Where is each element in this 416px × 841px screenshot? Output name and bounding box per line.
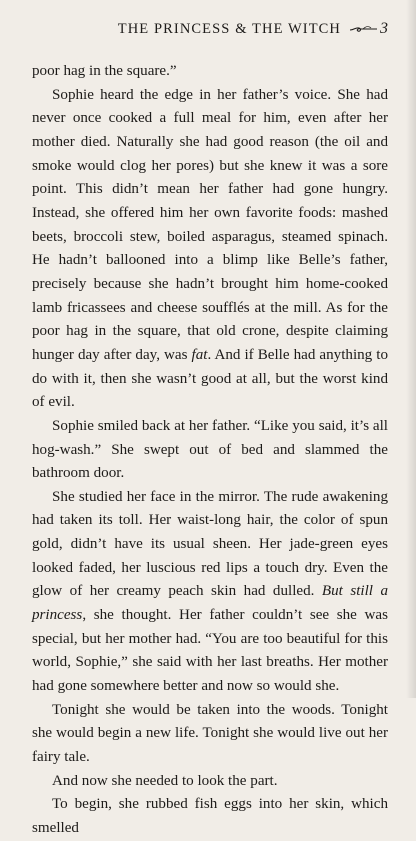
text-run: She studied her face in the mirror. The rude awakening had taken its toll. Her waist-long hair, the color of spun gold, didn’t have its usual sheen. Her jade-green eyes looked faded, her luscious red lips a touch dry. Even the glow of her creamy peach skin had dulled. bbox=[32, 488, 388, 600]
paragraph bbox=[32, 793, 388, 840]
paragraph bbox=[32, 486, 388, 699]
page-number: 3 bbox=[380, 20, 388, 37]
text-run: And now she needed to look the part. bbox=[52, 772, 278, 789]
paragraph bbox=[32, 415, 388, 486]
running-header bbox=[92, 19, 388, 39]
page-edge-shadow bbox=[406, 0, 416, 698]
paragraph bbox=[32, 770, 388, 794]
text-run: poor hag in the square.” bbox=[32, 63, 177, 79]
italic-text: fat bbox=[191, 346, 208, 363]
text-run: , she thought. Her father couldn’t see she was special, but her mother had. “You are too beautiful for this world, Sophie,” she said with her last breaths. Her mother had gone somewhere better and now so would she. bbox=[32, 607, 388, 695]
text-run: Sophie heard the edge in her father’s voice. She had never once cooked a full meal for him, even after her mother died. Naturally she had good reason (the oil and smoke would clog her pores) but she knew it was a sore point. This didn’t mean her father had gone hungry. Instead, she offered him her own favorite foods: mashed beets, broccoli stew, boiled asparagus, steamed spinach. He hadn’t ballooned into a blimp like Belle’s father, precisely because she hadn’t brought him home-cooked lamb fricassees and cheese soufflés at the mill. As for the poor hag in the square, that old crone, despite claiming hunger day after day, was bbox=[32, 86, 388, 363]
running-title: THE PRINCESS & THE WITCH bbox=[117, 20, 341, 37]
swirl-ornament-icon bbox=[349, 23, 379, 35]
text-run: . And if Belle had anything to do with it, then she wasn’t good at all, but the worst kind of evil. bbox=[32, 346, 388, 411]
paragraph bbox=[32, 699, 388, 770]
italic-text: But still a princess bbox=[32, 583, 389, 624]
body-text bbox=[32, 60, 388, 841]
paragraph bbox=[32, 84, 388, 415]
text-run: To begin, she rubbed fish eggs into her skin, which smelled bbox=[32, 796, 388, 836]
paragraph bbox=[32, 60, 388, 84]
text-run: Tonight she would be taken into the woods. Tonight she would begin a new life. Tonight she would live out her fairy tale. bbox=[32, 701, 388, 766]
text-run: Sophie smiled back at her father. “Like you said, it’s all hog-wash.” She swept out of bed and slammed the bathroom door. bbox=[32, 417, 388, 482]
